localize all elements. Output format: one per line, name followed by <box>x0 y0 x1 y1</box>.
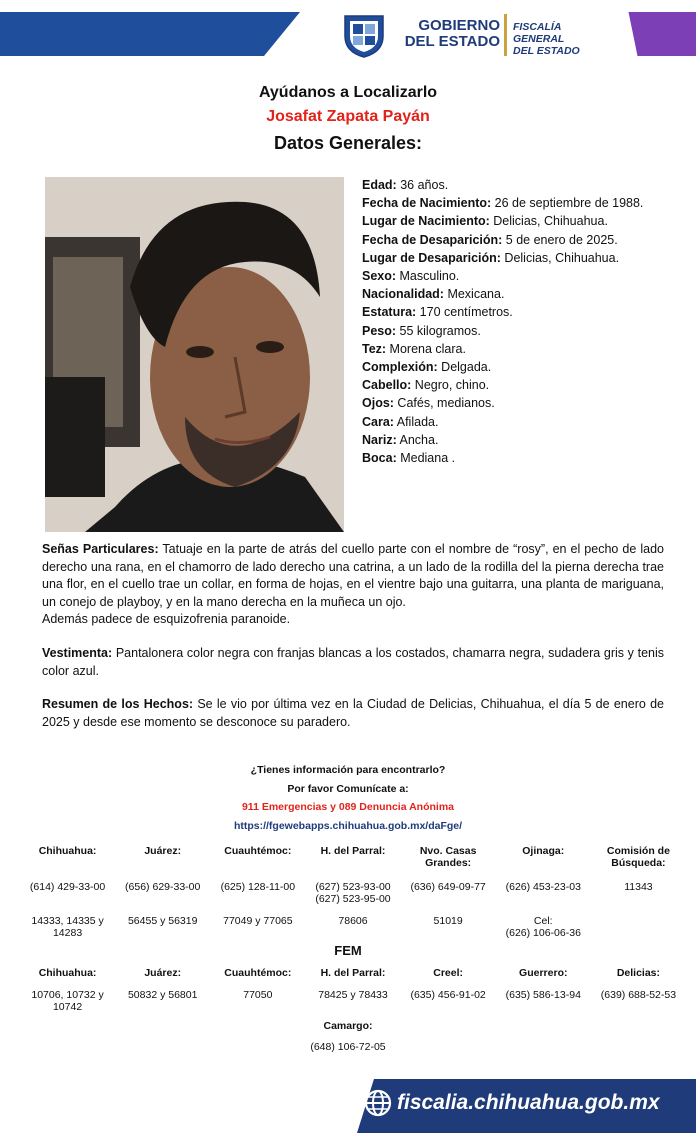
table-cell: (635) 586-13-94 <box>505 989 581 1001</box>
table-cell: (625) 128-11-00 <box>220 881 296 893</box>
table-cell: (656) 629-33-00 <box>125 881 201 893</box>
table-row <box>20 989 686 1013</box>
table-header: Comisión de Búsqueda: <box>606 845 670 869</box>
contact-table <box>20 845 686 939</box>
header-blue-bar <box>0 12 300 56</box>
table-cell: (627) 523-93-00 (627) 523-95-00 <box>315 881 391 905</box>
table-header: Chihuahua: <box>38 845 97 857</box>
fact-build: Complexión: Delgada. <box>362 360 492 375</box>
camargo-label: Camargo: <box>323 1020 373 1032</box>
table-cell: 56455 y 56319 <box>127 915 198 927</box>
person-photo <box>45 177 344 532</box>
table-cell: 11343 <box>624 881 653 893</box>
table-header: Juárez: <box>144 967 182 979</box>
distinguishing-marks: Señas Particulares: Tatuaje en la parte de atrás del cuello parte con el nombre de “rosy”, en el pecho de lado derecho una rana, en el chamorro de lado derecho una catrina, a un lado de la rodilla del la pierna derecha trae una flor, en el cuello trae un collar, en forma de hojas, en el vientre bajo una guitarra, una planta de mariguana, un conejo de playboy, y en la mano derecha en la muñeca un ojo. Además padece de esquizofrenia paranoide. <box>42 541 664 629</box>
fact-nose: Nariz: Ancha. <box>362 432 439 447</box>
fact-face: Cara: Afilada. <box>362 414 439 429</box>
section-title: Datos Generales: <box>273 133 423 153</box>
fact-weight: Peso: 55 kilogramos. <box>362 323 481 338</box>
fem-title: FEM <box>334 943 362 958</box>
table-header-row <box>20 967 686 979</box>
footer-website-link[interactable]: fiscalia.chihuahua.gob.mx <box>397 1091 660 1114</box>
table-header: Creel: <box>433 967 464 979</box>
emergency-numbers: 911 Emergencias y 089 Denuncia Anónima <box>241 801 455 813</box>
table-header: Delicias: <box>616 967 661 979</box>
header-divider <box>504 14 507 56</box>
header-purple-bar <box>621 12 696 56</box>
table-cell: 77049 y 77065 <box>223 915 293 927</box>
fact-age: Edad: 36 años. <box>362 178 449 192</box>
fact-birth-place: Lugar de Nacimiento: Delicias, Chihuahua. <box>362 214 608 229</box>
summary-of-events: Resumen de los Hechos: Se le vio por última vez en la Ciudad de Delicias, Chihuahua, el día 5 de enero de 2025 y desde ese momento se desconoce su paradero. <box>42 697 665 729</box>
table-header: Guerrero: <box>519 967 568 979</box>
fiscalia-logo-text: FISCALÍA GENERAL DEL ESTADO <box>513 21 580 57</box>
table-row <box>20 881 686 905</box>
fact-missing-place: Lugar de Desaparición: Delicias, Chihuahua. <box>362 250 620 265</box>
table-cell: 78425 y 78433 <box>318 989 388 1001</box>
table-row <box>20 915 686 939</box>
gobierno-logo-text: GOBIERNO DEL ESTADO <box>404 17 500 50</box>
table-cell: 77050 <box>243 989 273 1001</box>
table-cell: 14333, 14335 y 14283 <box>31 915 104 939</box>
globe-icon <box>363 1088 393 1118</box>
table-cell: (626) 453-23-03 <box>505 881 581 893</box>
camargo-phone: (648) 106-72-05 <box>310 1041 386 1053</box>
contact-please: Por favor Comunícate a: <box>287 782 409 795</box>
table-cell: 50832 y 56801 <box>127 989 198 1001</box>
state-shield-icon <box>343 12 385 58</box>
fact-birth-date: Fecha de Nacimiento: 26 de septiembre de 1988. <box>362 196 644 211</box>
report-url-link[interactable]: https://fgewebapps.chihuahua.gob.mx/daFge/ <box>233 819 463 832</box>
table-cell: 78606 <box>338 915 368 927</box>
table-header: Nvo. Casas Grandes: <box>419 845 477 869</box>
table-header-row <box>20 845 686 869</box>
fact-eyes: Ojos: Cafés, medianos. <box>362 396 495 411</box>
table-header: Cuauhtémoc: <box>224 967 292 979</box>
table-header: H. del Parral: <box>320 967 386 979</box>
fact-complexion-tone: Tez: Morena clara. <box>362 341 466 356</box>
contact-question: ¿Tienes información para encontrarlo? <box>250 764 446 776</box>
table-cell: (639) 688-52-53 <box>600 989 677 1001</box>
missing-person-name: Josafat Zapata Payán <box>266 108 430 125</box>
table-header: H. del Parral: <box>320 845 386 857</box>
clothing: Vestimenta: Pantalonera color negra con franjas blancas a los costados, chamarra negra, sudadera gris y tenis color azul. <box>42 646 664 678</box>
page-title: Ayúdanos a Localizarlo <box>258 84 438 101</box>
table-cell: (636) 649-09-77 <box>410 881 486 893</box>
fact-mouth: Boca: Mediana . <box>362 451 456 466</box>
camargo-block <box>0 1016 696 1058</box>
contact-block <box>0 761 696 835</box>
table-header: Chihuahua: <box>38 967 97 979</box>
general-data-list <box>362 176 662 467</box>
table-cell: (635) 456-91-02 <box>410 989 486 1001</box>
table-header: Juárez: <box>144 845 182 857</box>
fact-hair: Cabello: Negro, chino. <box>362 378 490 393</box>
fact-nationality: Nacionalidad: Mexicana. <box>362 287 505 302</box>
distinguishing-marks-extra: Además padece de esquizofrenia paranoide. <box>42 612 291 626</box>
table-header: Cuauhtémoc: <box>224 845 292 857</box>
fact-missing-date: Fecha de Desaparición: 5 de enero de 2025. <box>362 232 618 247</box>
table-cell <box>591 915 686 939</box>
fact-sex: Sexo: Masculino. <box>362 269 460 284</box>
table-header: Ojinaga: <box>522 845 565 857</box>
table-cell: Cel: (626) 106-06-36 <box>505 915 581 939</box>
table-cell: 10706, 10732 y 10742 <box>31 989 104 1013</box>
table-cell: 51019 <box>433 915 463 927</box>
table-cell: (614) 429-33-00 <box>29 881 106 893</box>
fact-height: Estatura: 170 centímetros. <box>362 305 513 320</box>
fem-table <box>20 967 686 1013</box>
